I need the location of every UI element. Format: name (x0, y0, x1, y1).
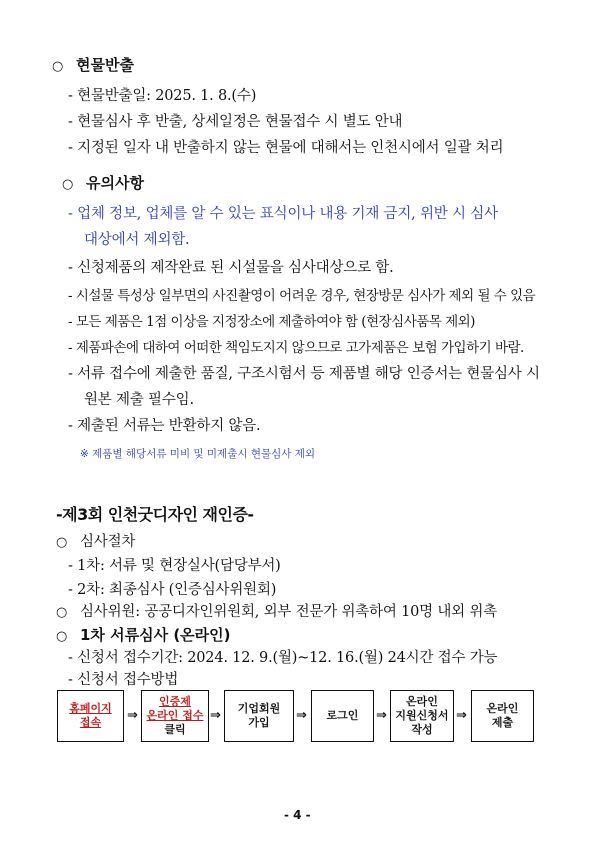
list-item: - 지정된 일자 내 반출하지 않는 현물에 대해서는 인천시에서 일괄 처리 (68, 140, 504, 156)
flow-step-homepage[interactable]: 홈페이지 접속 (57, 690, 124, 742)
page-number: - 4 - (284, 808, 311, 822)
section-heading-process: ○ 심사절차 (56, 534, 136, 550)
list-item: - 제출된 서류는 반환하지 않음. (68, 418, 261, 434)
flow-step-online-apply: 인증제 온라인 접수 클릭 (141, 690, 209, 742)
flow-step-write-application: 온라인 지원신청서 작성 (390, 690, 454, 742)
flow-step-signup: 기업회원 가입 (224, 690, 294, 742)
list-item: - 모든 제품은 1점 이상을 지정장소에 제출하여야 함 (현장심사품목 제외) (68, 314, 475, 330)
warning-line: - 업체 정보, 업체를 알 수 있는 표식이나 내용 기재 금지, 위반 시 심사 (68, 206, 498, 222)
list-item: - 신청제품의 제작완료 된 시설물을 심사대상으로 함. (68, 260, 394, 276)
flow-step-submit: 온라인 제출 (471, 690, 534, 742)
warning-line: 대상에서 제외함. (84, 232, 190, 248)
bullet-circle: ○ (56, 535, 68, 550)
list-item: - 제품파손에 대하여 어떠한 책임도지지 않으므로 고가제품은 보험 가입하기 바람. (68, 340, 524, 356)
arrow-icon: ⇒ (376, 708, 387, 723)
list-item: - 신청서 접수방법 (68, 672, 179, 688)
list-item: - 현물반출일: 2025. 1. 8.(수) (68, 88, 257, 104)
list-item: - 2차: 최종심사 (인증심사위원회) (68, 582, 277, 598)
bullet-circle: ○ (56, 629, 68, 644)
arrow-icon: ⇒ (210, 708, 221, 723)
page-title: -제3회 인천굿디자인 재인증- (56, 505, 254, 524)
list-item: 원본 제출 필수임. (84, 392, 194, 408)
section-heading-first-round: ○ 1차 서류심사 (온라인) (56, 626, 231, 644)
arrow-icon: ⇒ (456, 708, 467, 723)
list-item: - 신청서 접수기간: 2024. 12. 9.(월)~12. 16.(월) 24시간 접수 가능 (68, 650, 498, 666)
list-item: - 서류 접수에 제출한 품질, 구조시험서 등 제품별 해당 인증서는 현물심사 시 (68, 366, 540, 382)
bullet-circle: ○ (56, 605, 68, 620)
section-heading-notes: ○ 유의사항 (62, 174, 144, 192)
arrow-icon: ⇒ (296, 708, 307, 723)
list-item: - 현물심사 후 반출, 상세일정은 현물접수 시 별도 안내 (68, 114, 403, 130)
bullet-circle: ○ (52, 59, 64, 74)
arrow-icon: ⇒ (127, 708, 138, 723)
reviewers-line: ○ 심사위원: 공공디자인위원회, 외부 전문가 위촉하여 10명 내외 위촉 (56, 604, 497, 620)
flow-step-login: 로그인 (311, 690, 374, 742)
list-item: - 시설물 특성상 일부면의 사진촬영이 어려운 경우, 현장방문 심사가 제외 될 수 있음 (68, 288, 536, 304)
list-item: - 1차: 서류 및 현장실사(담당부서) (68, 558, 281, 574)
bullet-circle: ○ (62, 177, 74, 192)
section-heading-return: ○ 현물반출 (52, 56, 134, 74)
footnote: ※ 제품별 해당서류 미비 및 미제출시 현물심사 제외 (80, 448, 316, 460)
